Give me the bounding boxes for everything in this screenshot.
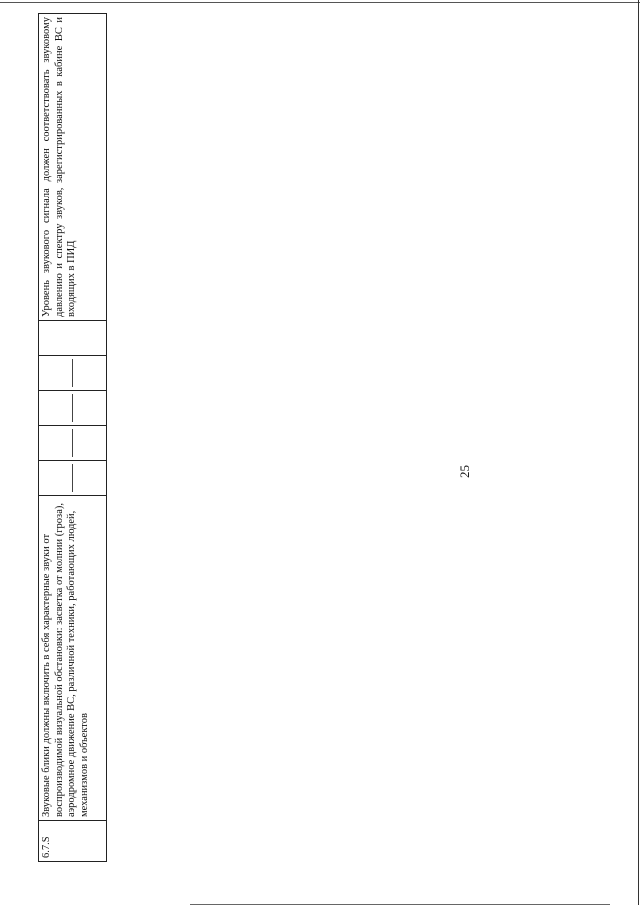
empty-cell-5 (39, 321, 107, 356)
requirements-table (38, 13, 107, 862)
page-number: 25 (457, 465, 472, 478)
split-cell (41, 359, 104, 387)
split-cell (41, 394, 104, 422)
empty-cell-1 (39, 461, 107, 496)
scan-edge-right (638, 0, 639, 905)
row-requirement: Уровень звукового сигнала должен соответствовать звуковому давлению и спектру звуков, зарегистрированных в кабине ВС и входящих в ПИД (41, 17, 77, 317)
row-requirement-cell (39, 14, 107, 321)
split-bottom (72, 394, 104, 422)
split-top (41, 429, 72, 457)
requirements-table-wrapper (38, 17, 103, 862)
row-code: 6.7.S (41, 836, 52, 858)
split-top (41, 464, 72, 492)
empty-cell-3 (39, 391, 107, 426)
split-bottom (72, 429, 104, 457)
empty-cell-2 (39, 426, 107, 461)
split-cell (41, 429, 104, 457)
scan-edge-top (0, 2, 640, 3)
row-description: Звуковые блики должны включить в себя характерные звуки от воспроизводимой визуальной обстановки: засветка от молнии (гроза), аэродромное движение ВС, различной техники, работающих людей, механизмов и объектов (41, 503, 90, 817)
split-cell (41, 464, 104, 492)
split-bottom (72, 359, 104, 387)
row-description-cell (39, 496, 107, 821)
empty-cell-4 (39, 356, 107, 391)
table-row (39, 14, 107, 862)
row-code-cell (39, 821, 107, 862)
split-bottom (72, 464, 104, 492)
split-top (41, 359, 72, 387)
split-top (41, 394, 72, 422)
